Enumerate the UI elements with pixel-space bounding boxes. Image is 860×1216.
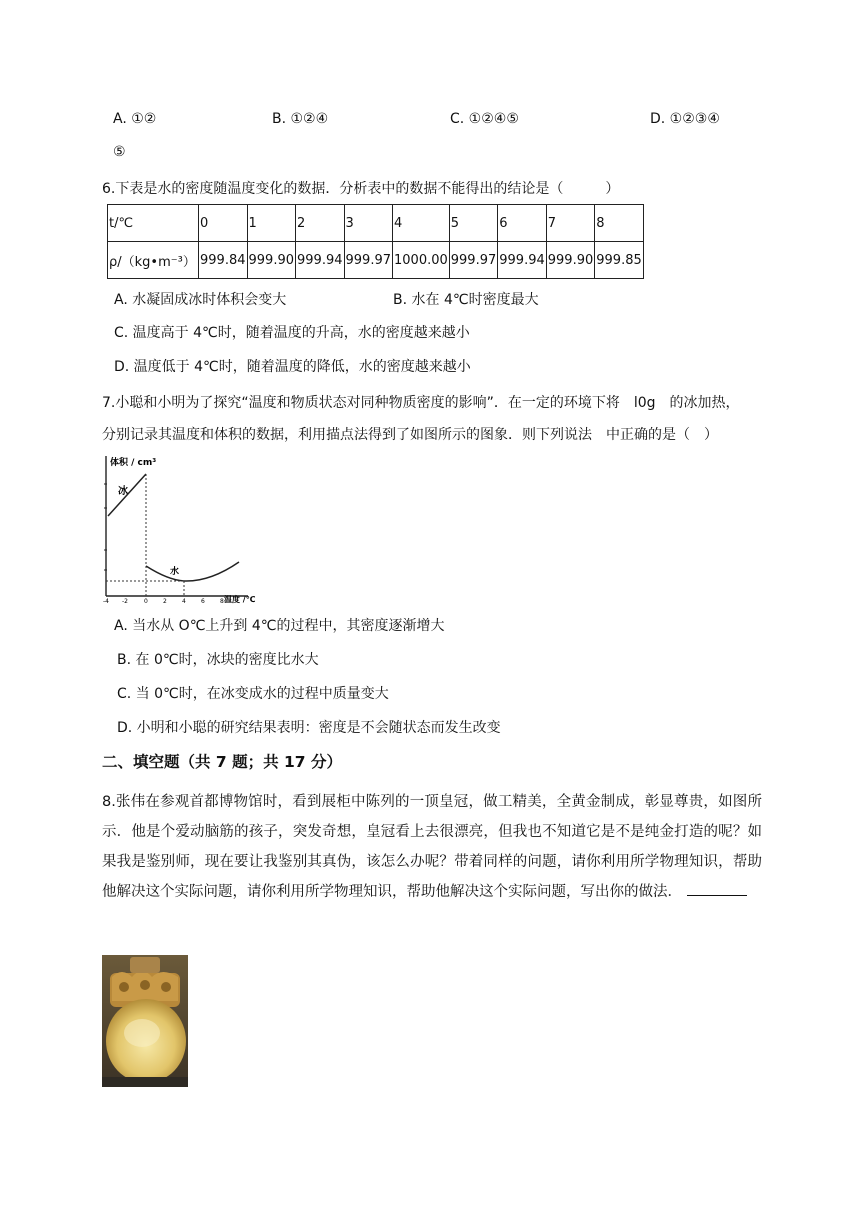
q8-text: 8.张伟在参观首都博物馆时，看到展柜中陈列的一顶皇冠，做工精美，全黄金制成，彰显尊贵，如图所示．他是个爱动脑筋的孩子，突发奇想，皇冠看上去很漂亮，但我也不知道它是不是纯金打造的呢？如果我是鉴别师，现在要让我鉴别其真伪，该怎么办呢？带着同样的问题，请你利用所学物理知识，帮助他解决这个实际问题，请你利用所学物理知识，帮助他解决这个实际问题，写出你的做法．	[102, 794, 762, 900]
answer-blank[interactable]	[687, 881, 747, 896]
q5-option-b: B. ①②④	[272, 111, 329, 127]
xtick: 0	[144, 598, 148, 604]
xtick: -4	[103, 598, 109, 604]
table-cell: 999.84	[199, 242, 248, 279]
q5-option-c: C. ①②④⑤	[450, 111, 519, 127]
table-cell: 999.90	[546, 242, 595, 279]
table-cell: 999.94	[498, 242, 547, 279]
table-row-temperature	[108, 205, 644, 242]
q5-option-d-continued: ⑤	[113, 144, 126, 160]
q7-option-a: A. 当水从 O℃上升到 4℃的过程中，其密度逐渐增大	[114, 618, 445, 634]
xtick: 2	[163, 598, 167, 604]
table-cell: 1000.00	[393, 242, 450, 279]
density-table	[107, 204, 644, 279]
row-label-density: ρ/（kg•m⁻³）	[108, 242, 199, 279]
table-row-density	[108, 242, 644, 279]
table-cell: 999.97	[344, 242, 393, 279]
volume-temperature-graph	[98, 454, 258, 604]
table-cell: 6	[498, 205, 547, 242]
q7-stem-line2: 分别记录其温度和体积的数据，利用描点法得到了如图所示的图象．则下列说法 中正确的是（ ）	[102, 427, 718, 443]
ice-label: 冰	[118, 486, 128, 497]
section-heading-fill-in: 二、填空题（共 7 题；共 17 分）	[102, 753, 342, 771]
graph-xlabel: 温度 /℃	[224, 595, 256, 604]
table-cell: 8	[595, 205, 644, 242]
q6-stem: 6.下表是水的密度随温度变化的数据．分析表中的数据不能得出的结论是（ ）	[102, 181, 620, 197]
q6-option-c: C. 温度高于 4℃时，随着温度的升高，水的密度越来越小	[114, 325, 470, 341]
xtick: 4	[182, 598, 186, 604]
table-cell: 4	[393, 205, 450, 242]
water-curve	[146, 562, 239, 581]
q8-paragraph	[102, 787, 762, 907]
table-cell: 999.90	[247, 242, 296, 279]
xtick: -2	[122, 598, 128, 604]
water-label: 水	[170, 567, 180, 577]
table-cell: 999.85	[595, 242, 644, 279]
table-cell: 999.94	[296, 242, 345, 279]
crown-photo	[102, 955, 188, 1087]
table-cell: 7	[546, 205, 595, 242]
q5-option-a: A. ①②	[113, 111, 157, 127]
xtick: 6	[201, 598, 205, 604]
table-cell: 1	[247, 205, 296, 242]
graph-ylabel: 体积 / cm³	[110, 458, 157, 468]
xtick: 8	[220, 598, 224, 604]
table-cell: 2	[296, 205, 345, 242]
q7-stem-line1: 7.小聪和小明为了探究“温度和物质状态对同种物质密度的影响”．在一定的环境下将 l0g 的冰加热，	[102, 395, 740, 411]
table-cell: 999.97	[449, 242, 498, 279]
q7-option-c: C. 当 0℃时，在冰变成水的过程中质量变大	[117, 686, 389, 702]
q6-option-a: A. 水凝固成冰时体积会变大	[114, 292, 287, 308]
row-label-temperature: t/℃	[108, 205, 199, 242]
table-cell: 0	[199, 205, 248, 242]
q7-option-d: D. 小明和小聪的研究结果表明：密度是不会随状态而发生改变	[117, 720, 501, 736]
q7-option-b: B. 在 0℃时，冰块的密度比水大	[117, 652, 319, 668]
table-cell: 3	[344, 205, 393, 242]
q5-option-d: D. ①②③④	[650, 111, 720, 127]
table-cell: 5	[449, 205, 498, 242]
q6-option-b: B. 水在 4℃时密度最大	[393, 292, 539, 308]
q6-option-d: D. 温度低于 4℃时，随着温度的降低，水的密度越来越小	[114, 359, 471, 375]
